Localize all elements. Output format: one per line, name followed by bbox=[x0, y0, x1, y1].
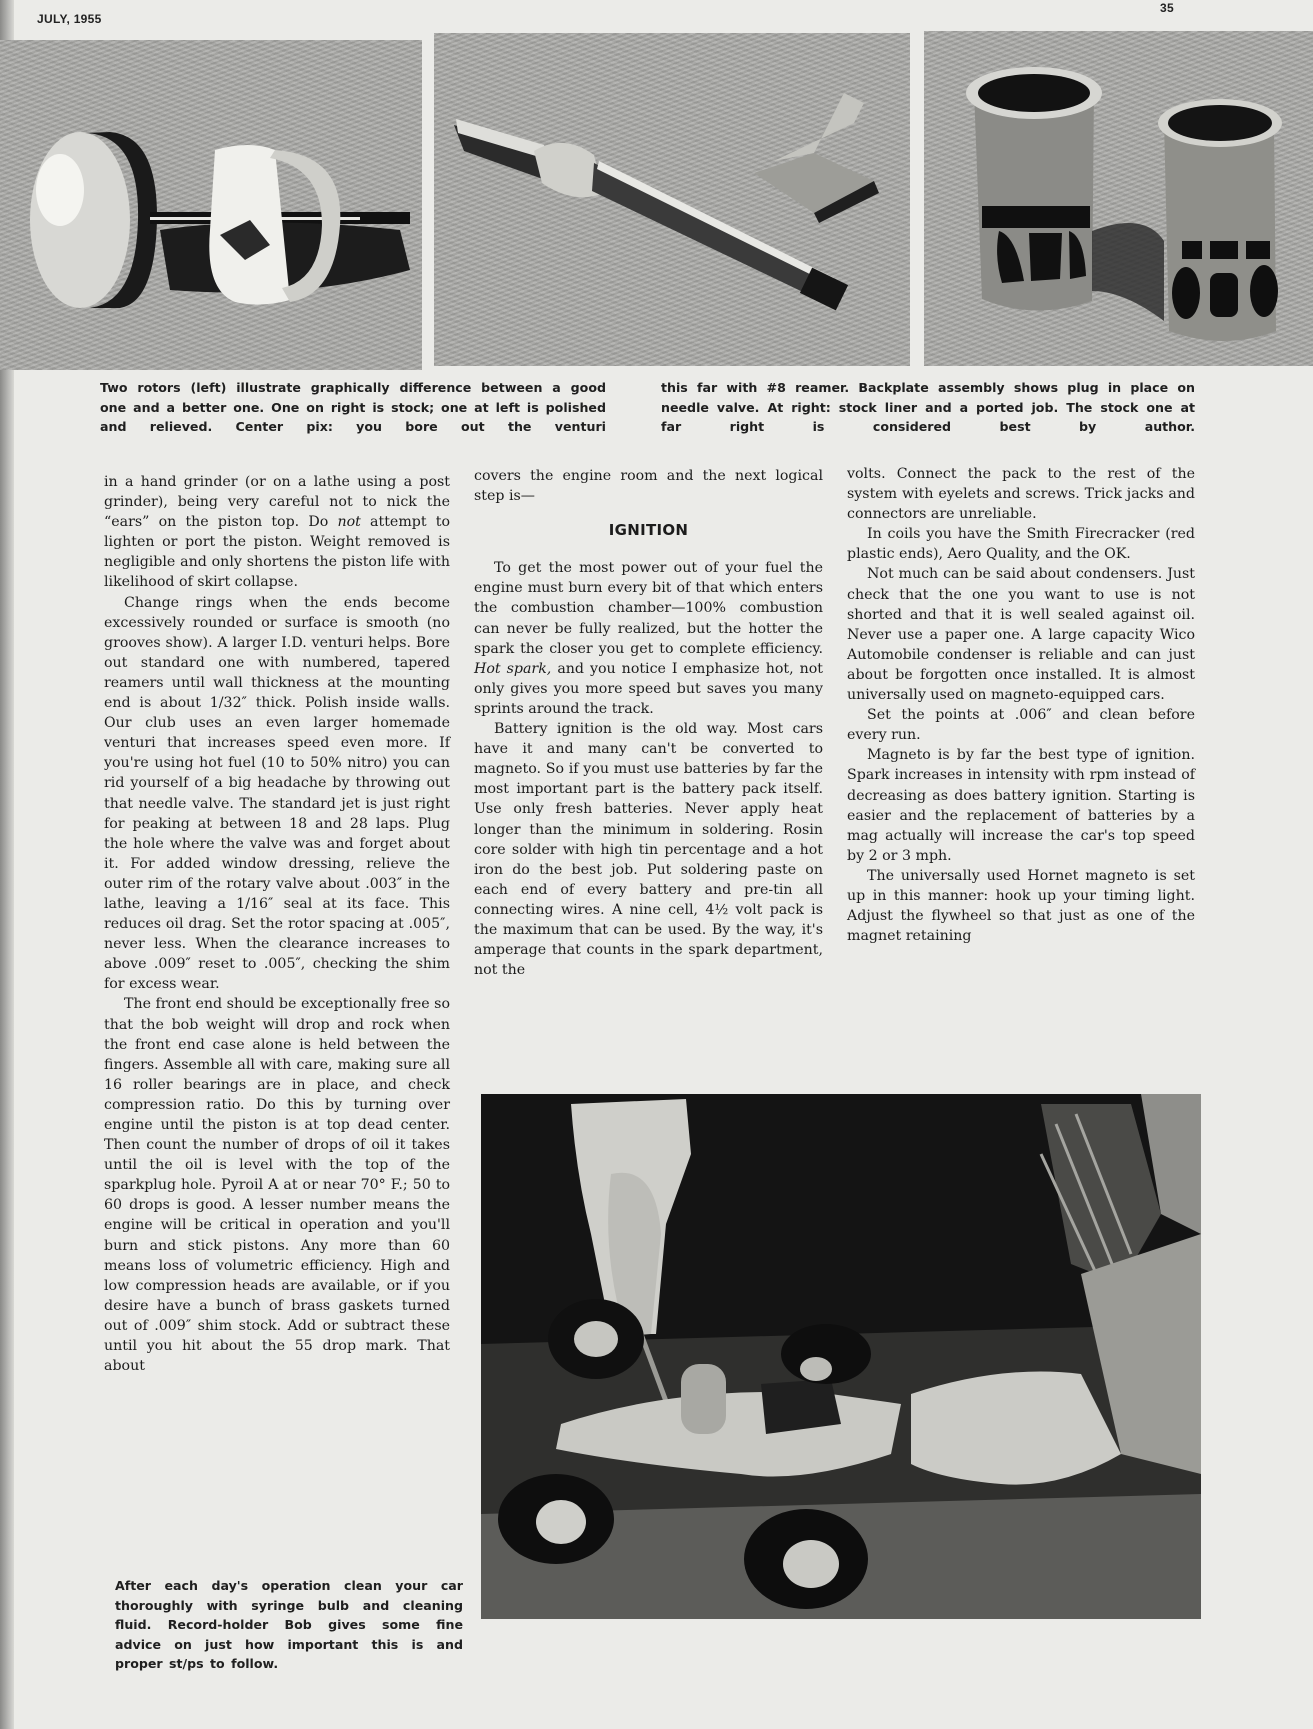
paragraph: The universally used Hornet magneto is set up in this manner: hook up your timing light. Adjust the flywheel so that just as one of the magnet retaining bbox=[847, 867, 1195, 945]
emphasis: Hot spark, bbox=[474, 660, 552, 677]
issue-date: JULY, 1955 bbox=[37, 12, 102, 26]
liners-photo bbox=[924, 31, 1313, 366]
liner-shadow bbox=[1092, 223, 1164, 321]
right-liner-window-3 bbox=[1246, 241, 1270, 259]
reamer-photo bbox=[434, 33, 910, 366]
paragraph: In coils you have the Smith Firecracker (red plastic ends), Aero Quality, and the OK. bbox=[847, 526, 1195, 563]
paragraph: volts. Connect the pack to the rest of the system with eyelets and screws. Trick jacks and connectors are unreliable. bbox=[847, 466, 1195, 523]
car-photo-caption: After each day's operation clean your car thoroughly with syringe bulb and cleaning fluid. Record-holder Bob gives some fine advice on just how important this is and proper st/ps to follow. bbox=[115, 1578, 463, 1671]
backplate-tower bbox=[774, 93, 864, 161]
right-liner-window-1 bbox=[1182, 241, 1202, 259]
reamer-illustration bbox=[434, 33, 910, 366]
rotors-photo bbox=[0, 40, 422, 370]
left-liner-bore bbox=[978, 74, 1090, 112]
article-column-3 bbox=[847, 464, 1195, 946]
paragraph: Change rings when the ends become excessively rounded or surface is smooth (no grooves show). A larger I.D. venturi helps. Bore out standard one with numbered, tapered reamers until wall thickness at the mounting end is about 1/32″ thick. Polish inside walls. Our club uses an even larger homemade venturi that increases speed even more. If you're using hot fuel (10 to 50% nitro) you can rid yourself of a big headache by throwing out that needle valve. The standard jet is just right for peaking at between 18 and 28 laps. Plug the hole where the valve was and forget about it. For added window dressing, relieve the outer rim of the rotary valve about .003″ in the lathe, leaving a 1/16″ seal at its face. This reduces oil drag. Set the rotor spacing at .005″, never less. When the clearance increases to above .009″ reset to .005″, checking the shim for excess wear. bbox=[104, 594, 450, 993]
car-photo bbox=[481, 1094, 1201, 1619]
paragraph: Magneto is by far the best type of ignition. Spark increases in intensity with rpm instead of decreasing as does battery ignition. Starting is easier and the replacement of batteries by a mag actually will increase the car's top speed by 2 or 3 mph. bbox=[847, 747, 1195, 864]
photo-caption-left: Two rotors (left) illustrate graphically difference between a good one and a better one. One on right is stock; one at left is polished and relieved. Center pix: you bore out the venturi bbox=[100, 380, 606, 434]
right-liner-port-1 bbox=[1172, 267, 1200, 319]
rotors-illustration bbox=[0, 40, 422, 370]
paragraph: covers the engine room and the next logical step is— bbox=[474, 468, 823, 505]
paragraph: in a hand grinder (or on a lathe using a post grinder), being very careful not to nick the “ears” on the piston top. Do not attempt to lighten or port the piston. Weight removed is negligible and only shortens the piston life with likelihood of skirt collapse. bbox=[104, 474, 450, 591]
emphasis: not bbox=[337, 514, 361, 531]
paragraph: Set the points at .006″ and clean before every run. bbox=[847, 707, 1195, 744]
right-liner-bore bbox=[1168, 105, 1272, 141]
right-liner-port-2 bbox=[1210, 273, 1238, 317]
left-rotor-face bbox=[30, 132, 130, 308]
front-right-hub bbox=[800, 1357, 832, 1381]
rear-right-hub bbox=[783, 1540, 839, 1588]
article-column-2 bbox=[474, 466, 823, 980]
left-liner-port-2 bbox=[1029, 233, 1062, 281]
article-column-1 bbox=[104, 472, 450, 1376]
right-liner-window-2 bbox=[1210, 241, 1238, 259]
liners-illustration bbox=[924, 31, 1313, 366]
car-illustration bbox=[481, 1094, 1201, 1619]
left-rotor-highlight bbox=[36, 154, 84, 226]
right-liner-port-3 bbox=[1250, 265, 1278, 317]
front-left-hub bbox=[574, 1321, 618, 1357]
rear-left-hub bbox=[536, 1500, 586, 1544]
left-liner-band bbox=[982, 206, 1090, 228]
engine-head bbox=[681, 1364, 726, 1434]
section-heading-ignition: IGNITION bbox=[608, 521, 689, 540]
page-number: 35 bbox=[1160, 1, 1174, 15]
paragraph: The front end should be exceptionally free so that the bob weight will drop and rock when the front end case alone is held between the fingers. Assemble all with care, making sure all 16 roller bearings are in place, and check compression ratio. Do this by turning over engine until the piston is at top dead center. Then count the number of drops of oil it takes until the oil is level with the top of the sparkplug hole. Pyroil A at or near 70° F.; 50 to 60 drops is good. A lesser number means the engine will be critical in operation and you'll burn and stick pistons. Any more than 60 means loss of volumetric efficiency. High and low compression heads are available, or if you desire have a bunch of brass gaskets turned out of .009″ shim stock. Add or subtract these until you hit about the 55 drop mark. That about bbox=[104, 996, 450, 1375]
paragraph: Battery ignition is the old way. Most cars have it and many can't be converted to magneto. So if you must use batteries by far the most important part is the battery pack itself. Use only fresh batteries. Never apply heat longer than the minimum in soldering. Rosin core solder with high tin percentage and a hot iron do the best job. Put soldering paste on each end of every battery and pre-tin all connecting wires. A nine cell, 4½ volt pack is the maximum that can be used. By the way, it's amperage that counts in the spark department, not the bbox=[474, 721, 823, 979]
paragraph: To get the most power out of your fuel the engine must burn every bit of that which enters the combustion chamber—100% combustion can never be fully realized, but the hotter the spark the closer you get to complete efficiency. Hot spark, and you notice I emphasize hot, not only gives you more speed but saves you many sprints around the track. bbox=[474, 560, 823, 717]
photo-caption-right: this far with #8 reamer. Backplate assembly shows plug in place on needle valve. At right: stock liner and a ported job. The stock one at far right is considered best by author. bbox=[661, 380, 1195, 434]
paragraph: Not much can be said about condensers. Just check that the one you want to use is not shorted and that it is well sealed against oil. Never use a paper one. A large capacity Wico Automobile condenser is reliable and can just about be forgotten once installed. It is almost universally used on magneto-equipped cars. bbox=[847, 566, 1195, 704]
